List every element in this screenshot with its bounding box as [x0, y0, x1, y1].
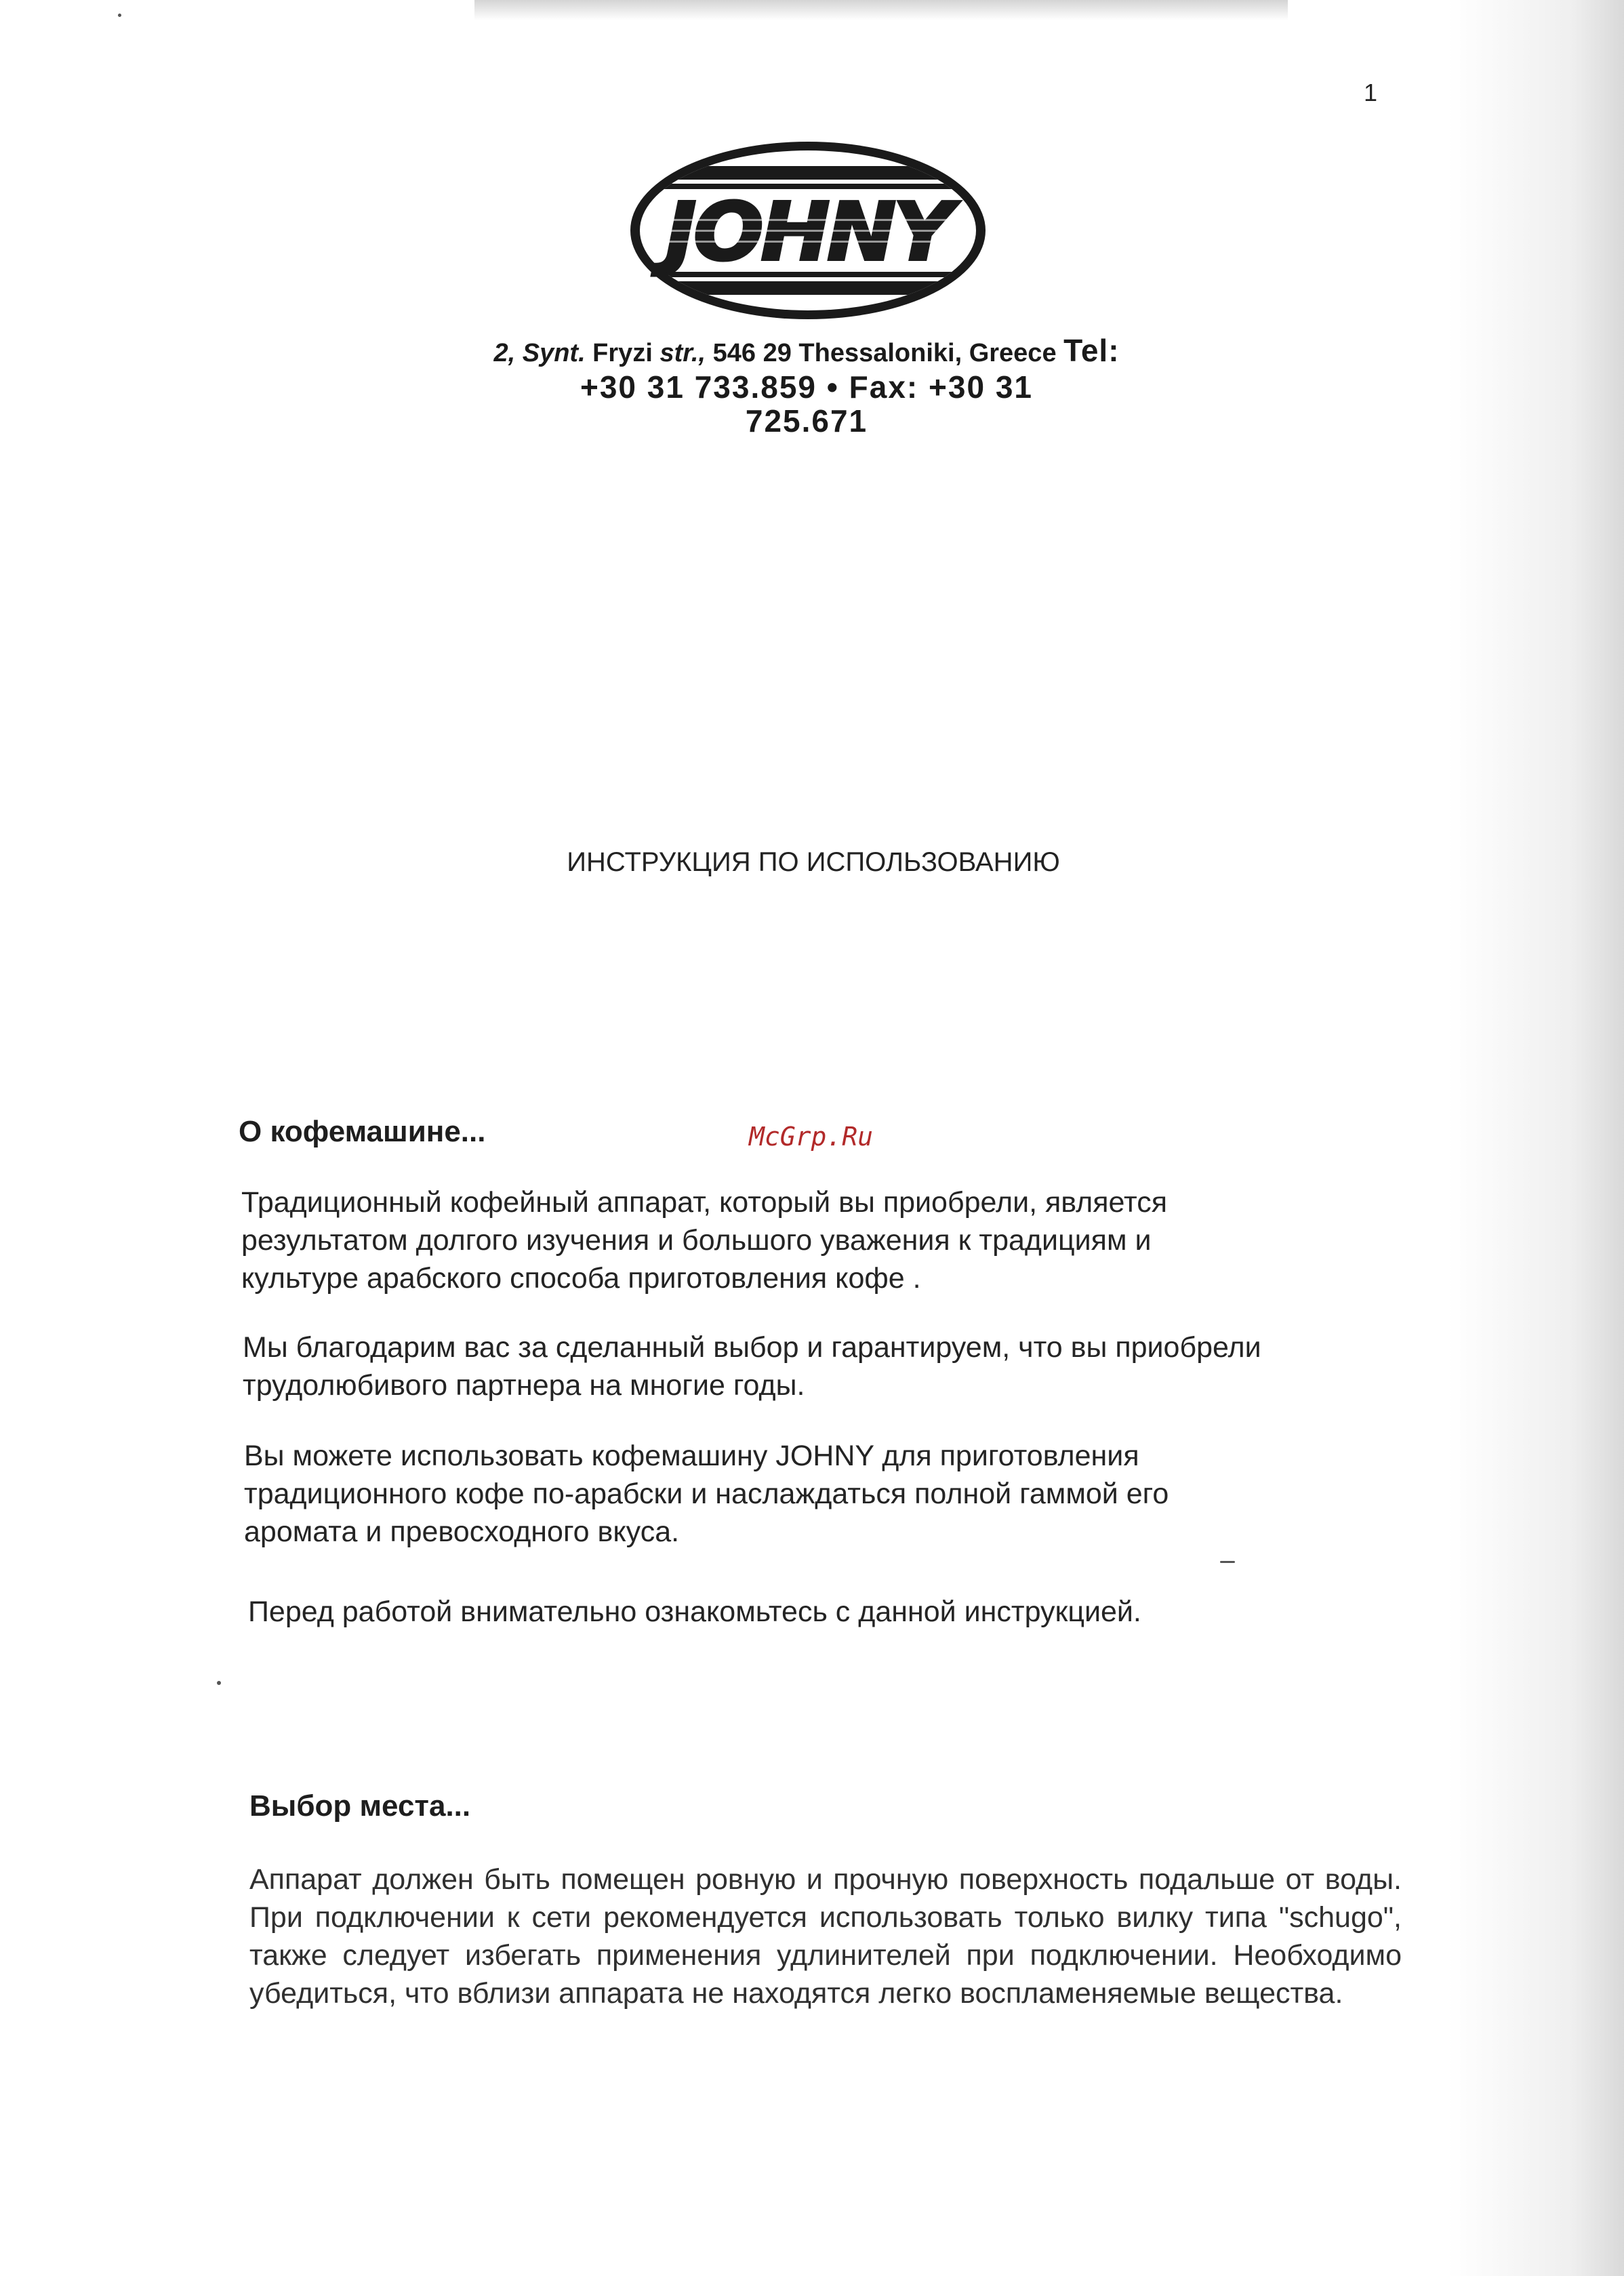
address-str: str., [659, 339, 706, 367]
scan-speck [217, 1681, 221, 1685]
scan-speck [1220, 1561, 1235, 1563]
address-tel-label: Tel: [1063, 333, 1120, 368]
company-address [434, 333, 1179, 438]
address-line-2: +30 31 733.859 • Fax: +30 31 [580, 369, 1034, 405]
johny-logo [627, 139, 990, 322]
paragraph-about-3: Вы можете использовать кофемашину JOHNY для приготовления традиционного кофе по-арабски и наслаждаться полной гаммой его аромата и превосходного вкуса. [244, 1440, 1169, 1548]
watermark: McGrp.Ru [749, 1122, 874, 1152]
paragraph-about-1: Традиционный кофейный аппарат, который вы приобрели, является результатом долгого изучения и большого уважения к традициям и культуре арабского способа приготовления кофе . [241, 1186, 1168, 1295]
paragraph-place-1: Аппарат должен быть помещен ровную и прочную поверхность подальше от воды. При подключении к сети рекомендуется использовать только вилку типа "schugo", также следует избегать применения удлинителей при подключении. Необходимо убедиться, что вблизи аппарата не находятся легко воспламеняемые вещества. [249, 1863, 1402, 2010]
address-city: 546 29 Thessaloniki, Greece [706, 339, 1064, 367]
section-heading-place: Выбор места... [249, 1789, 471, 1823]
address-synt: Synt. [522, 339, 586, 367]
page-number: 1 [1364, 79, 1378, 106]
paragraph-about-4: Перед работой внимательно ознакомьтесь с данной инструкцией. [248, 1596, 1141, 1628]
address-line-3: 725.671 [745, 403, 868, 439]
scan-shadow-top [474, 0, 1288, 20]
address-fryzi: Fryzi [585, 339, 660, 367]
paragraph-about-2: Мы благодарим вас за сделанный выбор и гарантируем, что вы приобрели трудолюбивого партнера на многие годы. [243, 1331, 1261, 1402]
scan-speck [118, 14, 121, 17]
scan-shadow-right [1448, 0, 1624, 2276]
address-line-1 [434, 333, 1179, 370]
address-number: 2, [493, 339, 523, 367]
document-title: ИНСТРУКЦИЯ ПО ИСПОЛЬЗОВАНИЮ [567, 847, 1060, 877]
section-heading-about: О кофемашине... [239, 1115, 486, 1148]
